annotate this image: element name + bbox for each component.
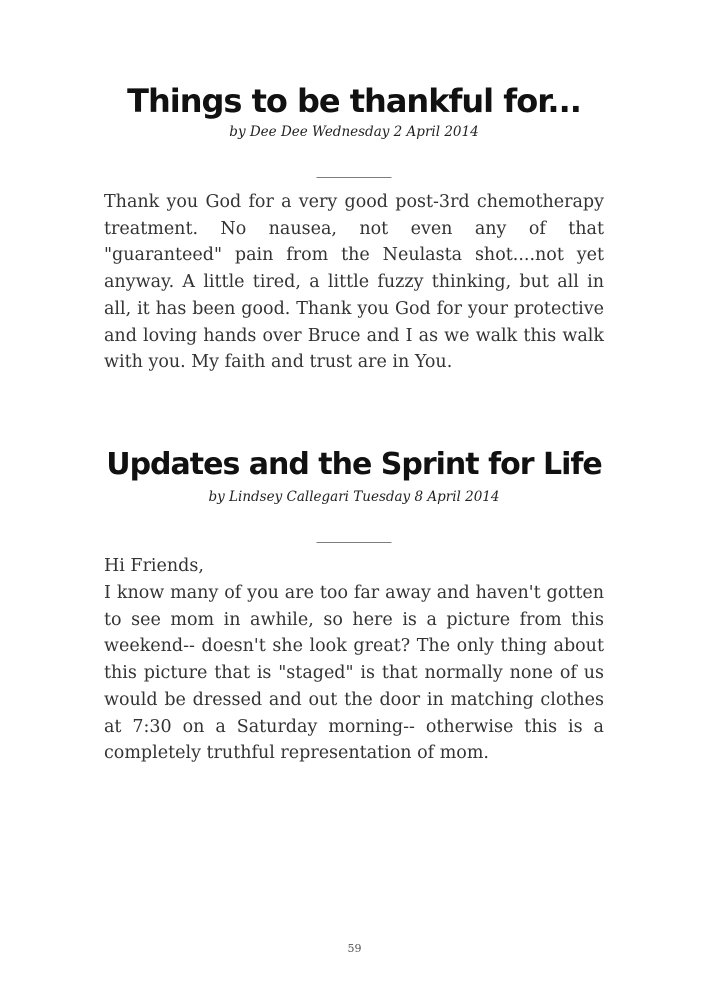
separator: __________ <box>316 525 392 543</box>
post-title: Updates and the Sprint for Life <box>106 447 602 482</box>
post-body-paragraph: I know many of you are too far away and haven't gotten to see mom in awhile, so here is a picture from this weekend-- doesn't she look great? The only thing about this picture that is "staged" is that normally none of us would be dressed and out the door in matching clothes at 7:30 on a Saturday morning-- otherwise this is a completely truthful representation of mom. <box>104 583 604 764</box>
post-body-paragraph: Hi Friends, <box>104 556 204 576</box>
page-number: 59 <box>347 942 362 955</box>
post-title: Things to be thankful for... <box>127 82 581 120</box>
separator: __________ <box>316 160 392 178</box>
post-body-paragraph: Thank you God for a very good post-3rd chemotherapy treatment. No nausea, not even any of that "guaranteed" pain from the Neulasta shot....not yet anyway. A little tired, a little fuzzy thinking, but all in all, it has been good. Thank you God for your protective and loving hands over Bruce and I as we walk this walk with you. My faith and trust are in You. <box>104 192 604 373</box>
post-byline: by Lindsey Callegari Tuesday 8 April 2014 <box>208 489 500 505</box>
post-byline: by Dee Dee Wednesday 2 April 2014 <box>229 124 479 140</box>
